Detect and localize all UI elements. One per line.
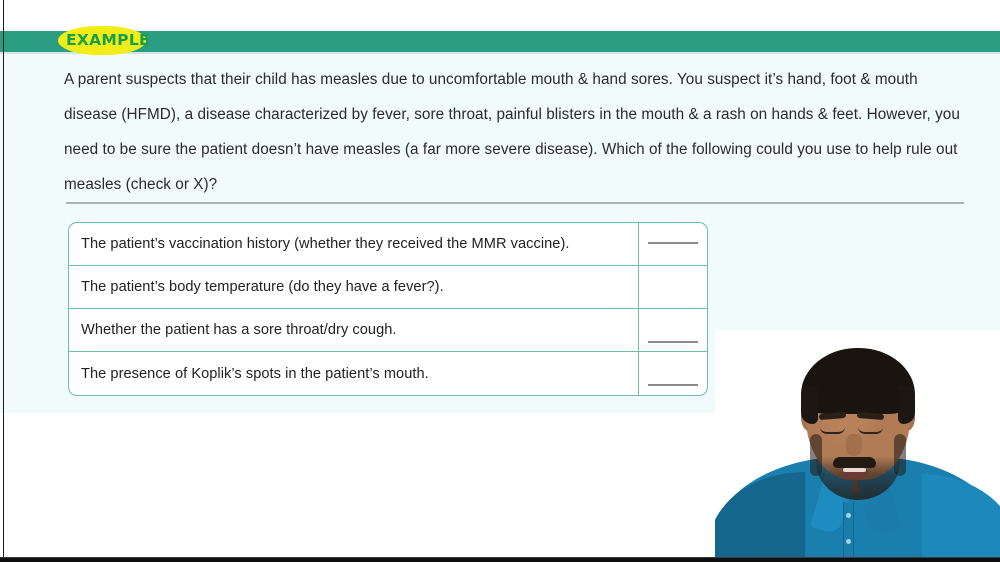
presenter-hair-side-right [898,386,915,424]
example-badge [58,25,150,55]
instructor-video-overlay[interactable] [715,330,1000,558]
section-divider [66,202,964,204]
option-text: Whether the patient has a sore throat/dry cough. [69,309,639,351]
presenter-eye-left [820,427,845,434]
presenter-teeth [843,468,866,472]
answer-cell[interactable] [639,352,707,395]
table-row[interactable] [69,223,707,266]
answer-cell[interactable] [639,223,707,265]
presenter-eye-right [858,427,883,434]
table-row[interactable] [69,266,707,309]
answer-cell[interactable] [639,266,707,308]
option-text: The presence of Koplik’s spots in the patient’s mouth. [69,352,639,395]
example-banner [0,31,1000,52]
option-text: The patient’s body temperature (do they have a fever?). [69,266,639,308]
presenter-shirt-button [846,539,851,544]
table-row[interactable] [69,309,707,352]
option-text: The patient’s vaccination history (whether they received the MMR vaccine). [69,223,639,265]
top-white-strip [0,0,1000,31]
presenter-hair-side-left [801,386,818,424]
presenter-nose [846,434,862,456]
example-label: EXAMPLE [66,31,150,50]
question-text: A parent suspects that their child has measles due to uncomfortable mouth & hand sores. You suspect it’s hand, foot & mouth disease (HFMD), a disease characterized by fever, sore throat, painful blisters in the mouth & a rash on hands & feet. However, you need to be sure the patient doesn’t have measles (a far more severe disease). Which of the following could you use to help rule out measles (check or X)? [64,71,960,193]
presenter-shirt-placket [843,502,854,558]
answer-blank-line [648,242,698,244]
answer-blank-line [648,384,698,386]
frame-border-bottom [0,558,1000,562]
presenter-shirt-button [846,513,851,518]
table-row[interactable] [69,352,707,395]
answer-cell[interactable] [639,309,707,351]
answer-table [68,222,708,396]
answer-blank-line [648,341,698,343]
presenter-moustache [833,457,876,468]
frame-border-left [3,0,4,562]
